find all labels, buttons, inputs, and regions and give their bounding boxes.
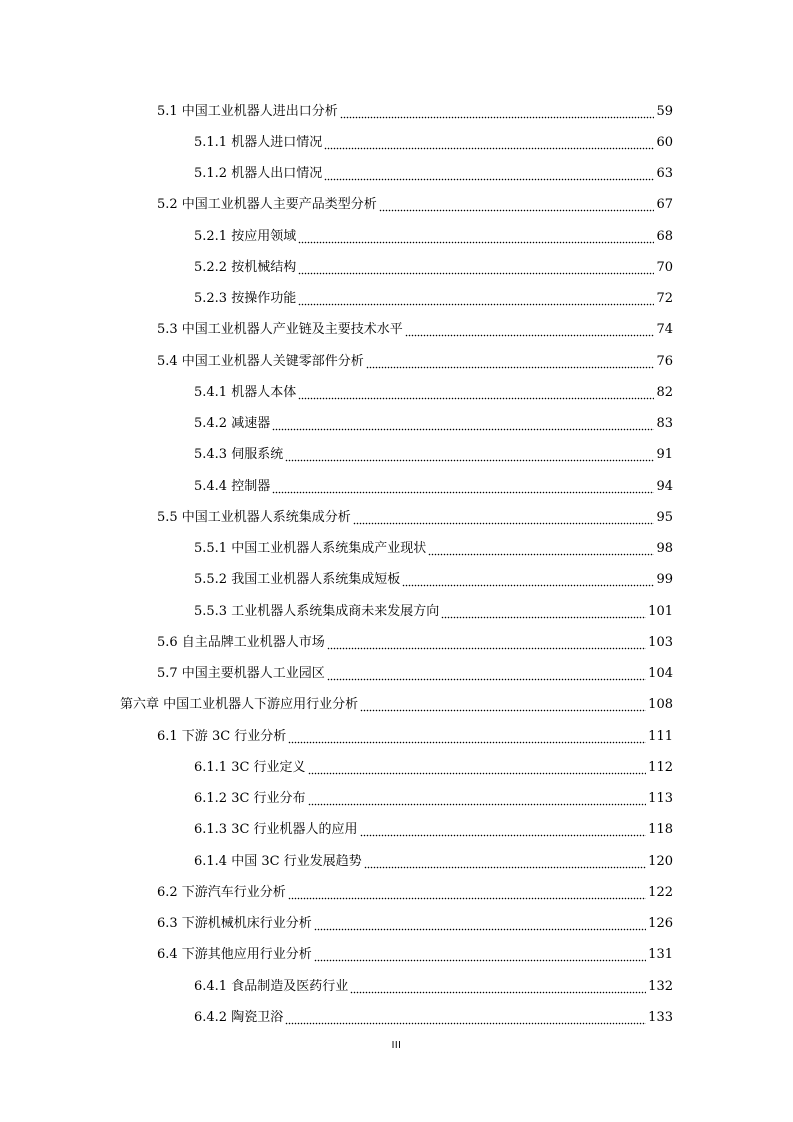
- toc-leader-dots: [327, 667, 646, 681]
- toc-entry[interactable]: [0, 252, 793, 283]
- toc-entry-page: 60: [656, 134, 673, 150]
- toc-entry-title: 6.1.4 中国 3C 行业发展趋势: [194, 853, 362, 869]
- toc-entry-page: 103: [648, 634, 673, 650]
- toc-leader-dots: [298, 261, 654, 275]
- toc-entry[interactable]: [0, 659, 793, 690]
- toc-entry-page: 112: [648, 759, 673, 775]
- toc-entry[interactable]: [0, 377, 793, 408]
- toc-entry[interactable]: [0, 627, 793, 658]
- toc-entry-page: 104: [648, 666, 673, 682]
- toc-entry[interactable]: [0, 534, 793, 565]
- toc-leader-dots: [366, 355, 655, 369]
- toc-entry[interactable]: [0, 565, 793, 596]
- toc-entry-page: 82: [656, 384, 673, 400]
- toc-leader-dots: [285, 1011, 646, 1025]
- toc-entry[interactable]: [0, 784, 793, 815]
- toc-entry-title: 5.4.1 机器人本体: [194, 384, 297, 400]
- toc-entry-title: 5.4.2 减速器: [194, 416, 271, 432]
- toc-leader-dots: [428, 542, 654, 556]
- toc-entry-title: 5.4.4 控制器: [194, 478, 271, 494]
- toc-entry-chapter[interactable]: [0, 690, 793, 721]
- toc-entry-title: 6.4.1 食品制造及医药行业: [194, 978, 349, 994]
- toc-leader-dots: [298, 386, 654, 400]
- toc-entry-page: 108: [648, 697, 673, 713]
- toc-entry-title: 5.2.2 按机械结构: [194, 259, 297, 275]
- page-number: III: [391, 1040, 402, 1051]
- toc-leader-dots: [360, 698, 646, 712]
- toc-entry-title: 5.4 中国工业机器人关键零部件分析: [157, 353, 364, 369]
- toc-entry-page: 95: [656, 509, 673, 525]
- toc-entry-page: 126: [648, 916, 673, 932]
- toc-entry-title: 5.1.1 机器人进口情况: [194, 134, 323, 150]
- toc-entry-page: 59: [656, 103, 673, 119]
- toc-entry-title: 6.4.2 陶瓷卫浴: [194, 1009, 284, 1025]
- toc-leader-dots: [308, 792, 647, 806]
- toc-entry-page: 76: [656, 353, 673, 369]
- toc-entry-title: 5.5.2 我国工业机器人系统集成短板: [194, 572, 401, 588]
- toc-entry-page: 98: [656, 541, 673, 557]
- toc-entry-title: 5.5.1 中国工业机器人系统集成产业现状: [194, 541, 427, 557]
- toc-entry-title: 6.1.1 3C 行业定义: [194, 759, 306, 775]
- toc-entry-title: 5.2.1 按应用领域: [194, 228, 297, 244]
- toc-entry-page: 132: [648, 978, 673, 994]
- toc-entry-page: 74: [656, 322, 673, 338]
- toc-leader-dots: [402, 573, 654, 587]
- toc-entry-page: 99: [656, 572, 673, 588]
- toc-entry-page: 63: [656, 166, 673, 182]
- toc-entry-page: 122: [648, 884, 673, 900]
- toc-entry[interactable]: [0, 221, 793, 252]
- toc-leader-dots: [405, 323, 655, 337]
- toc-entry-title: 第六章 中国工业机器人下游应用行业分析: [120, 697, 359, 713]
- toc-entry[interactable]: [0, 346, 793, 377]
- toc-leader-dots: [288, 730, 646, 744]
- toc-entry[interactable]: [0, 971, 793, 1002]
- toc-leader-dots: [272, 417, 654, 431]
- toc-entry-title: 6.4 下游其他应用行业分析: [157, 947, 312, 963]
- toc-entry[interactable]: [0, 127, 793, 158]
- toc-leader-dots: [288, 886, 646, 900]
- toc-leader-dots: [298, 230, 654, 244]
- toc-entry[interactable]: [0, 940, 793, 971]
- toc-entry-page: 118: [648, 822, 673, 838]
- toc-entry-title: 5.1 中国工业机器人进出口分析: [157, 103, 338, 119]
- toc-entry-title: 5.4.3 伺服系统: [194, 447, 284, 463]
- toc-leader-dots: [350, 980, 646, 994]
- toc-entry-page: 72: [656, 291, 673, 307]
- toc-entry-page: 131: [648, 947, 673, 963]
- toc-entry-page: 70: [656, 259, 673, 275]
- toc-entry-title: 6.1.2 3C 行业分布: [194, 791, 306, 807]
- toc-leader-dots: [340, 105, 655, 119]
- toc-leader-dots: [298, 292, 654, 306]
- toc-leader-dots: [353, 511, 655, 525]
- toc-leader-dots: [308, 761, 647, 775]
- toc-entry-page: 111: [648, 728, 673, 744]
- toc-leader-dots: [441, 605, 646, 619]
- toc-entry[interactable]: [0, 721, 793, 752]
- toc-entry[interactable]: [0, 284, 793, 315]
- toc-leader-dots: [314, 917, 646, 931]
- toc-entry[interactable]: [0, 752, 793, 783]
- toc-entry-title: 6.1 下游 3C 行业分析: [157, 728, 287, 744]
- toc-entry[interactable]: [0, 877, 793, 908]
- toc-entry[interactable]: [0, 440, 793, 471]
- toc-entry-page: 133: [648, 1009, 673, 1025]
- toc-entry-page: 67: [656, 197, 673, 213]
- toc-leader-dots: [327, 636, 646, 650]
- toc-leader-dots: [379, 198, 655, 212]
- toc-leader-dots: [285, 448, 654, 462]
- toc-leader-dots: [360, 823, 647, 837]
- toc-entry-title: 5.2.3 按操作功能: [194, 291, 297, 307]
- toc-entry[interactable]: [0, 909, 793, 940]
- toc-entry-title: 5.2 中国工业机器人主要产品类型分析: [157, 197, 377, 213]
- table-of-contents: [0, 96, 793, 1034]
- toc-entry-page: 83: [656, 416, 673, 432]
- toc-leader-dots: [324, 167, 654, 181]
- toc-entry-page: 113: [648, 791, 673, 807]
- toc-entry-title: 5.3 中国工业机器人产业链及主要技术水平: [157, 322, 403, 338]
- toc-entry-page: 94: [656, 478, 673, 494]
- toc-entry-title: 5.7 中国主要机器人工业园区: [157, 666, 325, 682]
- toc-entry[interactable]: [0, 502, 793, 533]
- toc-entry-page: 101: [648, 603, 673, 619]
- toc-entry[interactable]: [0, 315, 793, 346]
- toc-entry[interactable]: [0, 1002, 793, 1033]
- toc-entry-title: 5.6 自主品牌工业机器人市场: [157, 634, 325, 650]
- toc-entry-title: 6.1.3 3C 行业机器人的应用: [194, 822, 358, 838]
- toc-entry-title: 5.5.3 工业机器人系统集成商未来发展方向: [194, 603, 440, 619]
- toc-entry[interactable]: [0, 471, 793, 502]
- toc-entry[interactable]: [0, 190, 793, 221]
- toc-entry[interactable]: [0, 815, 793, 846]
- toc-entry[interactable]: [0, 409, 793, 440]
- toc-entry-title: 5.5 中国工业机器人系统集成分析: [157, 509, 351, 525]
- toc-leader-dots: [314, 948, 646, 962]
- toc-entry[interactable]: [0, 159, 793, 190]
- toc-entry-page: 68: [656, 228, 673, 244]
- toc-entry-title: 5.1.2 机器人出口情况: [194, 166, 323, 182]
- toc-entry-title: 6.2 下游汽车行业分析: [157, 884, 286, 900]
- toc-entry[interactable]: [0, 596, 793, 627]
- toc-leader-dots: [324, 136, 654, 150]
- toc-entry-title: 6.3 下游机械机床行业分析: [157, 916, 312, 932]
- toc-entry-page: 120: [648, 853, 673, 869]
- toc-leader-dots: [272, 480, 654, 494]
- toc-entry[interactable]: [0, 96, 793, 127]
- toc-entry-page: 91: [656, 447, 673, 463]
- toc-entry[interactable]: [0, 846, 793, 877]
- toc-leader-dots: [364, 855, 646, 869]
